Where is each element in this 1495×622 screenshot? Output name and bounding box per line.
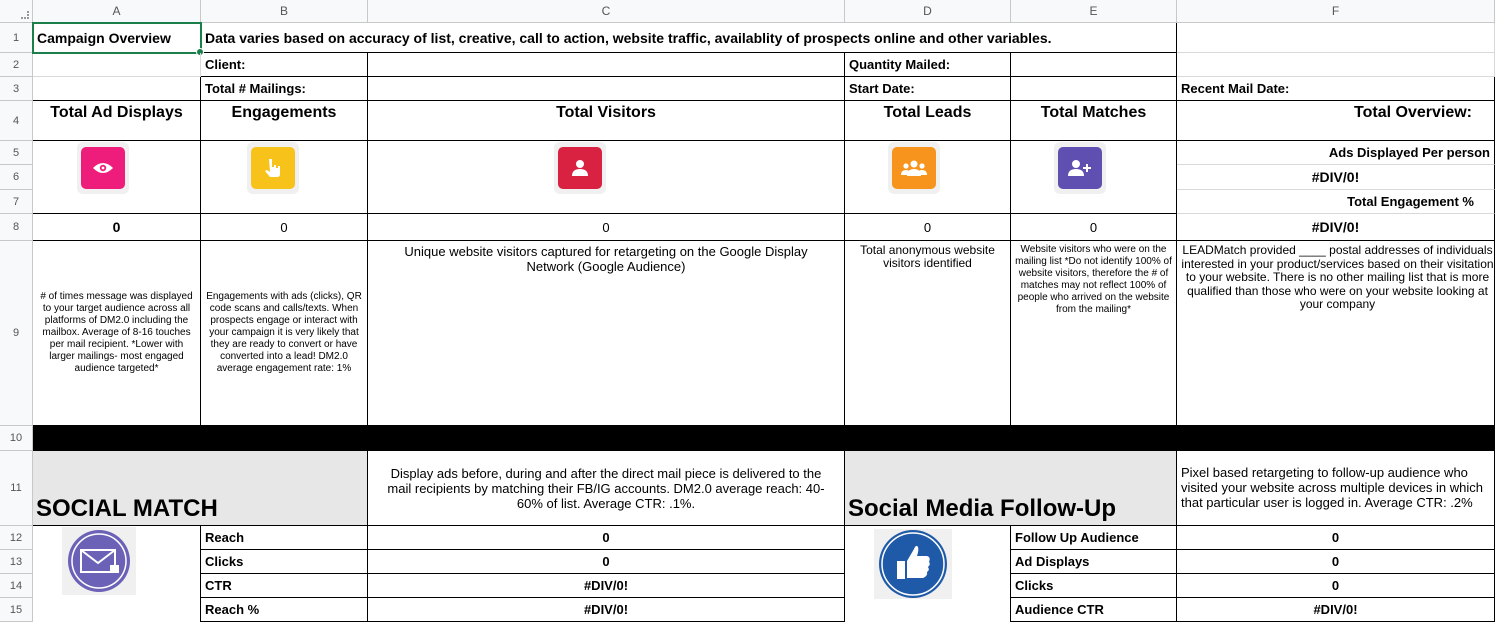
row-header-4[interactable]: 4 bbox=[0, 101, 33, 141]
row-header-6[interactable]: 6 bbox=[0, 165, 33, 190]
row-header-7[interactable]: 7 bbox=[0, 190, 33, 214]
column-header-f[interactable]: F bbox=[1177, 0, 1495, 23]
cell-c9-description[interactable]: Unique website visitors captured for retargeting on the Google Display Network (Google Audience) bbox=[368, 241, 845, 426]
cell-c3[interactable] bbox=[368, 77, 845, 101]
followup-value-audience-ctr[interactable]: #DIV/0! bbox=[1177, 598, 1495, 622]
header-total-visitors[interactable]: Total Visitors bbox=[368, 101, 845, 141]
followup-value-clicks[interactable]: 0 bbox=[1177, 574, 1495, 598]
followup-label-ad-displays[interactable]: Ad Displays bbox=[1011, 550, 1177, 574]
social-match-value-reach[interactable]: 0 bbox=[368, 526, 845, 550]
pointer-hand-icon-tile bbox=[247, 142, 299, 194]
group-icon bbox=[892, 147, 936, 189]
thumbs-up-icon-tile bbox=[874, 529, 952, 599]
cell-a9-description[interactable]: # of times message was displayed to your target audience across all platforms of DM2.0 including the mailbox. Average of 8-16 touches per mail recipient. *Lower with larger mailings- most engaged audience targeted* bbox=[33, 241, 201, 426]
header-total-ad-displays[interactable]: Total Ad Displays bbox=[33, 101, 201, 141]
cell-e9-description[interactable]: Website visitors who were on the mailing list *Do not identify 100% of website visitors, therefore the # of matches may not reflect 100% of people who arrived on the website from the mailing* bbox=[1011, 241, 1177, 426]
group-icon-tile bbox=[888, 142, 940, 194]
cell-e8-value[interactable]: 0 bbox=[1011, 214, 1177, 241]
cell-a3[interactable] bbox=[33, 77, 201, 101]
social-match-label-clicks[interactable]: Clicks bbox=[201, 550, 368, 574]
cell-a8-value[interactable]: 0 bbox=[33, 214, 201, 241]
followup-value-ad-displays[interactable]: 0 bbox=[1177, 550, 1495, 574]
cell-c2[interactable] bbox=[368, 53, 845, 77]
cell-b1-merged[interactable]: Data varies based on accuracy of list, creative, call to action, website traffic, availablity of prospects online and other variables. bbox=[201, 23, 1177, 53]
row-header-8[interactable]: 8 bbox=[0, 214, 33, 241]
cell-b2[interactable]: Client: bbox=[201, 53, 368, 77]
followup-value-audience[interactable]: 0 bbox=[1177, 526, 1495, 550]
cell-d3[interactable]: Start Date: bbox=[845, 77, 1011, 101]
row-header-13[interactable]: 13 bbox=[0, 550, 33, 574]
followup-label-clicks[interactable]: Clicks bbox=[1011, 574, 1177, 598]
black-divider-row bbox=[33, 426, 1495, 451]
mail-icon-tile bbox=[62, 527, 136, 595]
social-followup-description: Pixel based retargeting to follow-up audience who visited your website across multiple devices in which that particular user is logged in. Average CTR: .2% bbox=[1181, 465, 1484, 510]
thumbs-up-icon bbox=[876, 529, 950, 599]
social-match-value-ctr[interactable]: #DIV/0! bbox=[368, 574, 845, 598]
cell-d9-description[interactable]: Total anonymous website visitors identified bbox=[845, 241, 1011, 426]
cell-c5-icon-area[interactable] bbox=[368, 141, 845, 214]
social-followup-title[interactable]: Social Media Follow-Up bbox=[845, 451, 1177, 526]
row-header-1[interactable]: 1 bbox=[0, 23, 33, 53]
cell-f7[interactable]: Total Engagement % bbox=[1177, 190, 1495, 214]
followup-label-audience-ctr[interactable]: Audience CTR bbox=[1011, 598, 1177, 622]
row-header-5[interactable]: 5 bbox=[0, 141, 33, 165]
social-match-title[interactable]: SOCIAL MATCH bbox=[33, 451, 368, 526]
row-header-12[interactable]: 12 bbox=[0, 526, 33, 550]
social-match-label-reach[interactable]: Reach bbox=[201, 526, 368, 550]
social-match-value-reach-pct[interactable]: #DIV/0! bbox=[368, 598, 845, 622]
column-header-d[interactable]: D bbox=[845, 0, 1011, 23]
cell-f8-value[interactable]: #DIV/0! bbox=[1177, 214, 1495, 241]
cell-b3[interactable]: Total # Mailings: bbox=[201, 77, 368, 101]
row-header-3[interactable]: 3 bbox=[0, 77, 33, 101]
cell-a2[interactable] bbox=[33, 53, 201, 77]
cell-c8-value[interactable]: 0 bbox=[368, 214, 845, 241]
cell-f2[interactable] bbox=[1177, 53, 1495, 77]
cell-selection-outline bbox=[32, 22, 202, 54]
row-header-10[interactable]: 10 bbox=[0, 426, 33, 451]
add-user-icon bbox=[1058, 147, 1102, 189]
row-header-11[interactable]: 11 bbox=[0, 451, 33, 526]
cell-e2[interactable] bbox=[1011, 53, 1177, 77]
cell-f6[interactable]: #DIV/0! bbox=[1177, 165, 1495, 190]
row-header-9[interactable]: 9 bbox=[0, 241, 33, 426]
user-icon bbox=[558, 147, 602, 189]
mail-icon bbox=[65, 529, 133, 593]
column-header-a[interactable]: A bbox=[33, 0, 201, 23]
followup-label-audience[interactable]: Follow Up Audience bbox=[1011, 526, 1177, 550]
row-header-15[interactable]: 15 bbox=[0, 598, 33, 622]
cell-e3[interactable] bbox=[1011, 77, 1177, 101]
cell-f1[interactable] bbox=[1177, 23, 1495, 53]
eye-icon bbox=[81, 147, 125, 189]
select-all-corner[interactable] bbox=[0, 0, 33, 23]
cell-b8-value[interactable]: 0 bbox=[201, 214, 368, 241]
column-header-b[interactable]: B bbox=[201, 0, 368, 23]
cell-f9-text: LEADMatch provided ____ postal addresses of individuals interested in your product/services based on their visitation to your website. There is no other mailing list that is more qualified than those who were on your website looking at your company bbox=[1181, 243, 1494, 311]
cell-b9-description[interactable]: Engagements with ads (clicks), QR code scans and calls/texts. When prospects engage or interact with your campaign it is very likely that they are ready to convert or have converted into a lead! DM2.0 average engagement rate: 1% bbox=[201, 241, 368, 426]
cell-d8-value[interactable]: 0 bbox=[845, 214, 1011, 241]
social-match-description[interactable]: Display ads before, during and after the direct mail piece is delivered to the mail recipients by matching their FB/IG accounts. DM2.0 average reach: 40-60% of list. Average CTR: .1%. bbox=[368, 451, 845, 526]
column-header-e[interactable]: E bbox=[1011, 0, 1177, 23]
cell-f9-description[interactable] bbox=[1177, 241, 1495, 426]
add-user-icon-tile bbox=[1054, 142, 1106, 194]
social-followup-description-cell[interactable] bbox=[1177, 451, 1495, 526]
row-header-14[interactable]: 14 bbox=[0, 574, 33, 598]
cell-d2[interactable]: Quantity Mailed: bbox=[845, 53, 1011, 77]
header-engagements[interactable]: Engagements bbox=[201, 101, 368, 141]
header-total-leads[interactable]: Total Leads bbox=[845, 101, 1011, 141]
cell-f3[interactable]: Recent Mail Date: bbox=[1177, 77, 1495, 101]
row-header-2[interactable]: 2 bbox=[0, 53, 33, 77]
social-match-label-ctr[interactable]: CTR bbox=[201, 574, 368, 598]
column-header-c[interactable]: C bbox=[368, 0, 845, 23]
pointer-hand-icon bbox=[251, 147, 295, 189]
cell-f5[interactable]: Ads Displayed Per person bbox=[1177, 141, 1495, 165]
cell-a1[interactable]: Campaign Overview bbox=[33, 23, 201, 53]
eye-icon-tile bbox=[77, 142, 129, 194]
header-total-matches[interactable]: Total Matches bbox=[1011, 101, 1177, 141]
header-total-overview[interactable]: Total Overview: bbox=[1177, 101, 1495, 141]
user-icon-tile bbox=[554, 142, 606, 194]
social-match-value-clicks[interactable]: 0 bbox=[368, 550, 845, 574]
social-match-label-reach-pct[interactable]: Reach % bbox=[201, 598, 368, 622]
